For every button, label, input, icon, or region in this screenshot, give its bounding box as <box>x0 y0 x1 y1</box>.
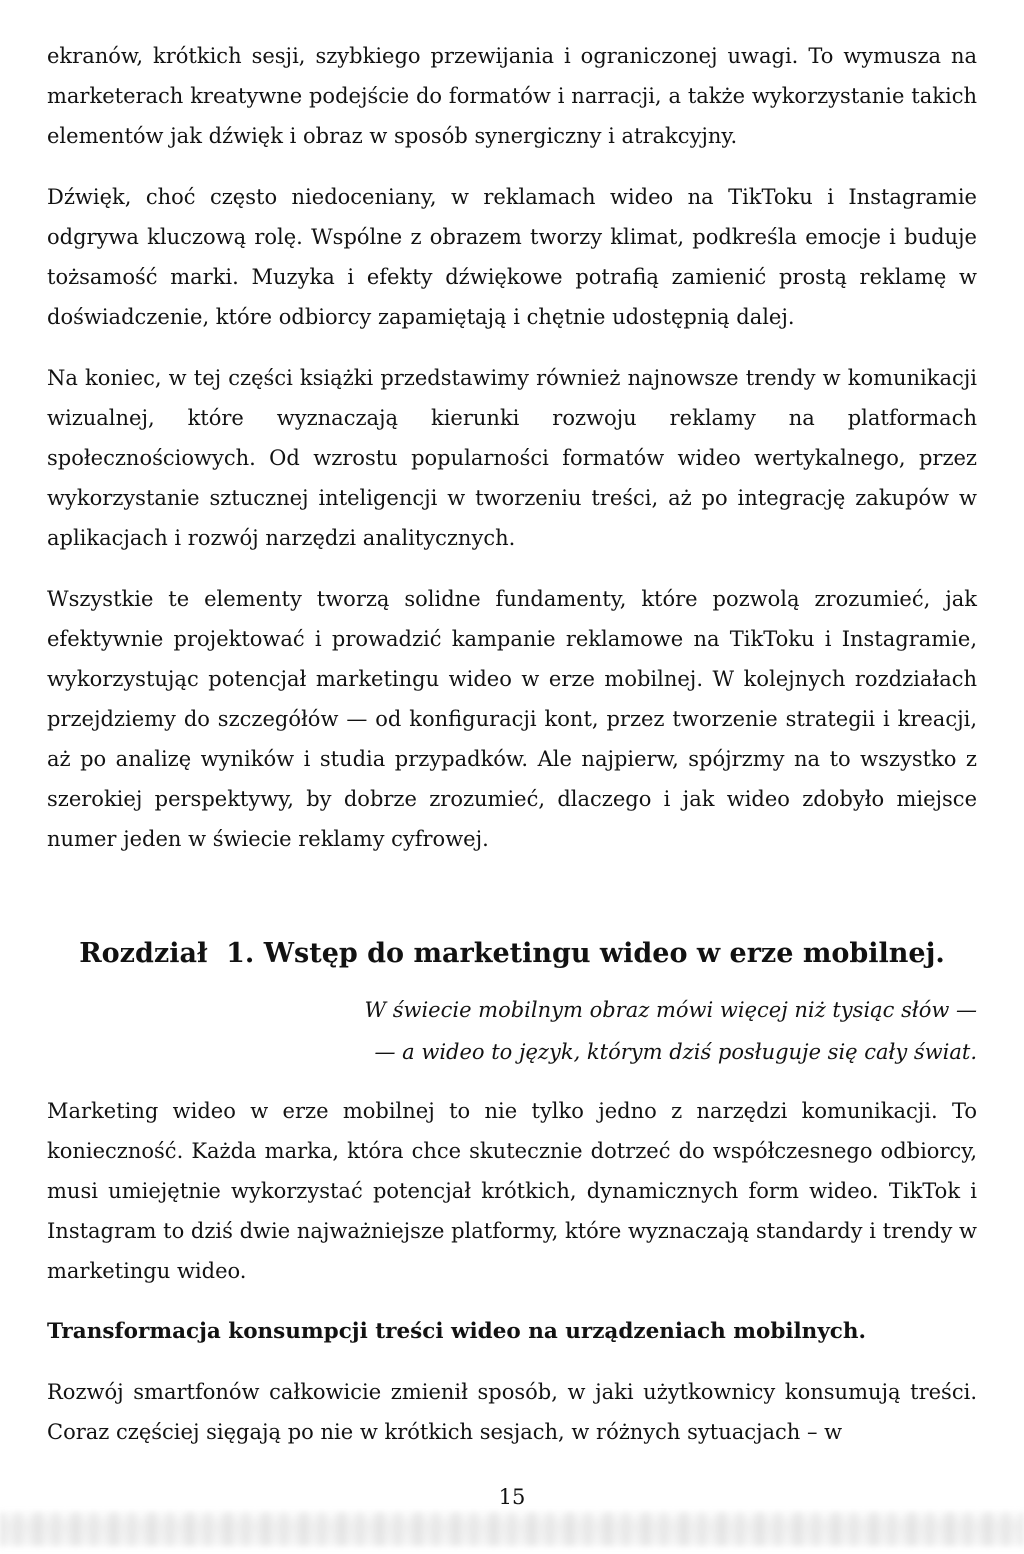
body-paragraph-5: Marketing wideo w erze mobilnej to nie tylko jedno z narzędzi komunikacji. To konieczność. Każda marka, która chce skutecznie dotrzeć do współczesnego odbiorcy, musi umiejętnie wykorzystać potencjał krótkich, dynamicznych form wideo. TikTok i Instagram to dziś dwie najważniejsze platformy, które wyznaczają standardy i trendy w marketingu wideo. <box>47 1099 977 1283</box>
body-paragraph-3: Na koniec, w tej części książki przedstawimy również najnowsze trendy w komunikacji wizualnej, które wyznaczają kierunki rozwoju reklamy na platformach społecznościowych. Od wzrostu popularności formatów wideo wertykalnego, przez wykorzystanie sztucznej inteligencji w tworzeniu treści, aż po integrację zakupów w aplikacjach i rozwój narzędzi analitycznych. <box>47 366 977 550</box>
page-number: 15 <box>498 1485 526 1509</box>
epigraph-line-1: W świecie mobilnym obraz mówi więcej niż tysiąc słów — <box>364 998 977 1022</box>
body-paragraph-2: Dźwięk, choć często niedoceniany, w reklamach wideo na TikToku i Instagramie odgrywa kluczową rolę. Wspólne z obrazem tworzy klimat, podkreśla emocje i buduje tożsamość marki. Muzyka i efekty dźwiękowe potrafią zamienić prostą reklamę w doświadczenie, które odbiorcy zapamiętają i chętnie udostępnią dalej. <box>47 185 977 329</box>
epigraph-line-2: — a wideo to język, którym dziś posługuje się cały świat. <box>374 1040 977 1064</box>
chapter-heading: Rozdział 1. Wstęp do marketingu wideo w erze mobilnej. <box>79 938 945 969</box>
next-page-bleed-artifact <box>0 1512 1024 1546</box>
body-paragraph-1: ekranów, krótkich sesji, szybkiego przewijania i ograniczonej uwagi. To wymusza na marketerach kreatywne podejście do formatów i narracji, a także wykorzystanie takich elementów jak dźwięk i obraz w sposób synergiczny i atrakcyjny. <box>47 44 977 148</box>
section-subheading: Transformacja konsumpcji treści wideo na urządzeniach mobilnych. <box>47 1319 867 1344</box>
chapter-epigraph <box>47 989 977 1073</box>
body-paragraph-4: Wszystkie te elementy tworzą solidne fundamenty, które pozwolą zrozumieć, jak efektywnie projektować i prowadzić kampanie reklamowe na TikToku i Instagramie, wykorzystując potencjał marketingu wideo w erze mobilnej. W kolejnych rozdziałach przejdziemy do szczegółów — od konfiguracji kont, przez tworzenie strategii i kreacji, aż po analizę wyników i studia przypadków. Ale najpierw, spójrzmy na to wszystko z szerokiej perspektywy, by dobrze zrozumieć, dlaczego i jak wideo zdobyło miejsce numer jeden w świecie reklamy cyfrowej. <box>47 587 977 851</box>
body-paragraph-6: Rozwój smartfonów całkowicie zmienił sposób, w jaki użytkownicy konsumują treści. Coraz częściej sięgają po nie w krótkich sesjach, w różnych sytuacjach – w <box>47 1380 977 1444</box>
